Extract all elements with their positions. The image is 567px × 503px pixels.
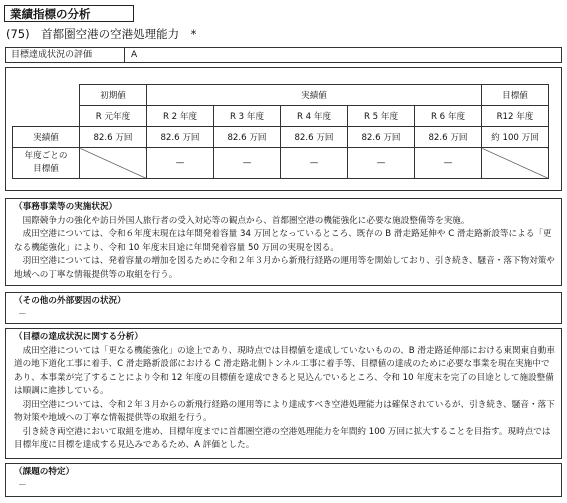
corner-cell [13, 106, 80, 127]
implementation-paragraph: 成田空港については、令和６年度末現在は年間発着容量 34 万回となっているところ、既存の B 滑走路延伸や C 滑走路新設等による「更なる機能強化」により、令和 10 年度末目途に年間発着容量 50 万回の実現を図る。 [14, 229, 552, 253]
issues-content: － [18, 480, 27, 491]
implementation-paragraph: 国際競争力の強化や訪日外国人旅行者の受入対応等の観点から、首都圏空港の機能強化に必要な施設整備等を実施。 [22, 215, 470, 226]
implementation-paragraph: 羽田空港については、発着容量の増加を図るために令和２年３月から新飛行経路の運用等を開始しており、引き続き、騒音・落下物対策や地域への丁寧な情報提供等の取組を行う。 [14, 256, 555, 280]
analysis-paragraph: 羽田空港については、令和２年３月からの新飛行経路の運用等により達成すべき空港処理能力は確保されているが、引き続き、騒音・落下物対策や地域への丁寧な情報提供等の取組を行う。 [14, 399, 555, 423]
year-header: R 2 年度 [147, 106, 214, 127]
external-factors-heading: （その他の外部要因の状況） [14, 296, 126, 306]
analysis-section [5, 328, 562, 459]
year-header: R 元年度 [80, 106, 147, 127]
actual-cell: 約 100 万回 [482, 127, 549, 148]
year-header: R 4 年度 [281, 106, 348, 127]
performance-table [12, 84, 549, 179]
actual-cell: 82.6 万回 [281, 127, 348, 148]
external-factors-section [5, 292, 562, 324]
year-header: R 5 年度 [348, 106, 415, 127]
implementation-section [5, 198, 562, 286]
year-header: R12 年度 [482, 106, 549, 127]
yearly-target-cell: — [214, 148, 281, 179]
yearly-target-cell: — [415, 148, 482, 179]
actual-value-header: 実績値 [147, 85, 482, 106]
analysis-paragraph: 成田空港については「更なる機能強化」の途上であり、現時点では目標値を達成していないものの、B 滑走路延伸部における東関東自動車道の地下道化工事に着手、C 滑走路新設部における C 滑走路北側トンネル工事に着手等、目標値の達成のために必要な事業を現在実施中であり、本事業が完了することにより令和 12 年度の目標値を達成できると見込んでいるところ、令和 10 年度末を完了の目途として施設整備は順調に進捗している。 [14, 345, 555, 396]
diagonal-empty-cell [482, 148, 549, 179]
implementation-heading: （事務事業等の実施状況） [14, 202, 118, 212]
actual-cell: 82.6 万回 [214, 127, 281, 148]
analysis-heading: （目標の達成状況に関する分析） [14, 332, 143, 342]
diagonal-empty-cell [80, 148, 147, 179]
actual-cell: 82.6 万回 [415, 127, 482, 148]
actual-cell: 82.6 万回 [80, 127, 147, 148]
issues-section [5, 463, 562, 497]
target-value-header: 目標値 [482, 85, 549, 106]
yearly-target-cell: — [348, 148, 415, 179]
evaluation-label: 目標達成状況の評価 [6, 48, 125, 62]
actual-cell: 82.6 万回 [147, 127, 214, 148]
yearly-target-cell: — [147, 148, 214, 179]
initial-value-header: 初期値 [80, 85, 147, 106]
row-label-yearly-target: 年度ごとの 目標値 [13, 148, 80, 179]
year-header: R 6 年度 [415, 106, 482, 127]
issues-heading: （課題の特定） [14, 467, 75, 477]
analysis-paragraph: 引き続き両空港において取組を進め、目標年度までに首都圏空港の空港処理能力を年間約 100 万回に拡大することを目指す。現時点では目標年度に目標を達成する見込みであるため、A 評価とした。 [14, 426, 551, 450]
evaluation-row [5, 47, 562, 63]
row-label-actual: 実績値 [13, 127, 80, 148]
evaluation-grade: A [131, 50, 138, 60]
actual-cell: 82.6 万回 [348, 127, 415, 148]
corner-cell [13, 85, 80, 106]
indicator-title: (75) 首都圏空港の空港処理能力 * [6, 27, 197, 41]
section-header-label: 業績指標の分析 [4, 5, 134, 22]
external-factors-content: － [18, 309, 27, 320]
yearly-target-cell: — [281, 148, 348, 179]
year-header: R 3 年度 [214, 106, 281, 127]
